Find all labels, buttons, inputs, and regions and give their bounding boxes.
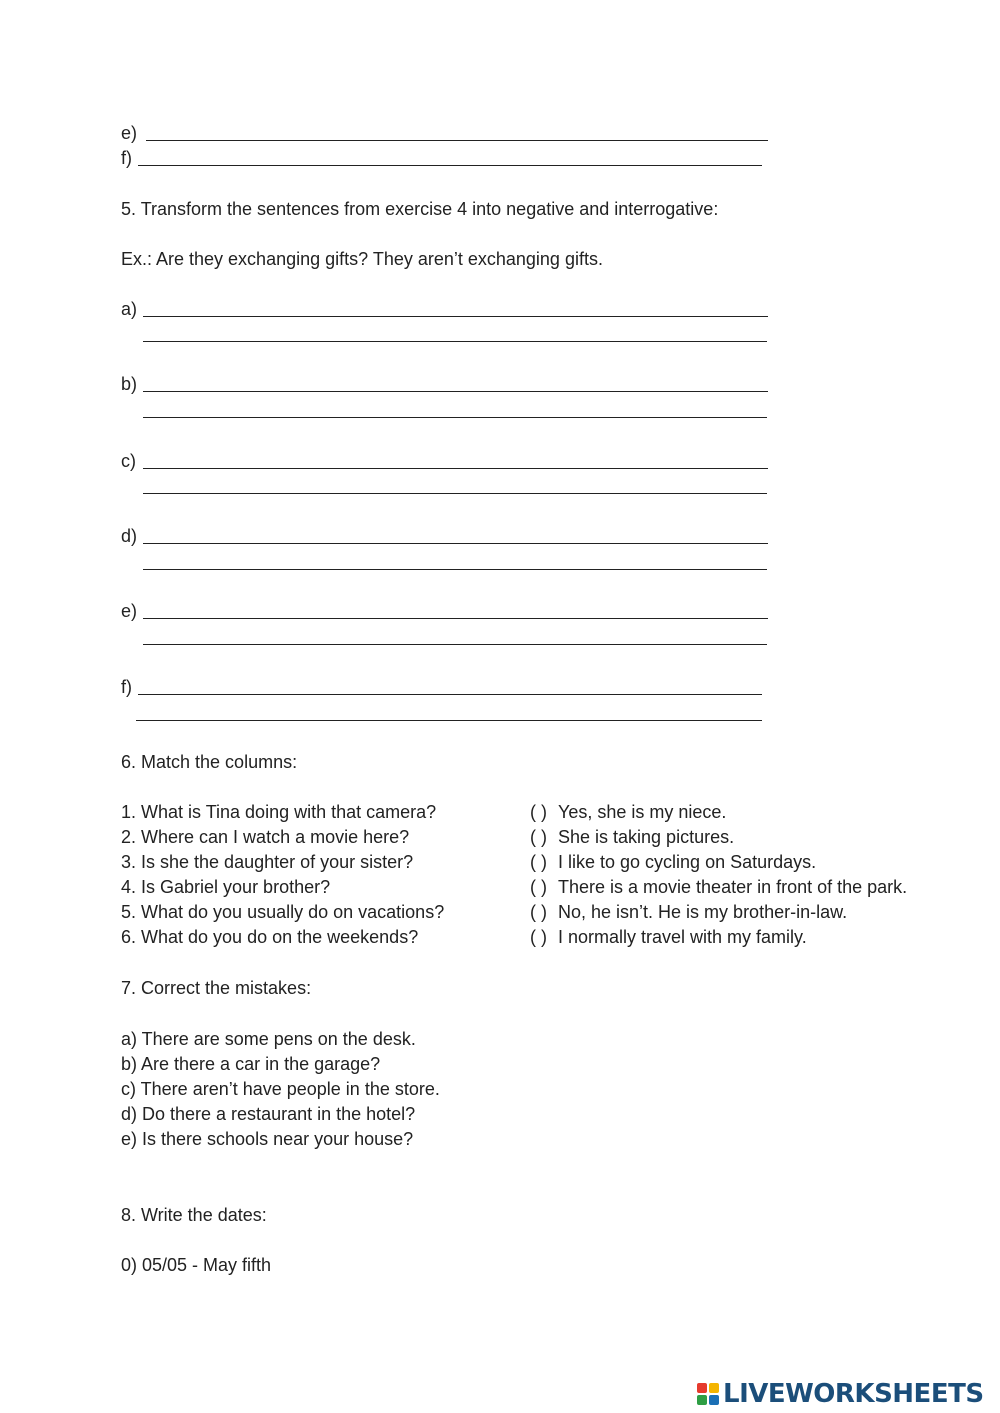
ex5-answer-line-b2[interactable]: [143, 417, 767, 418]
ex5-answer-line-f1[interactable]: [138, 694, 762, 695]
ex5-answer-line-e2[interactable]: [143, 644, 767, 645]
ex6-answer-row: [530, 901, 847, 923]
ex5-label-d: d): [121, 526, 138, 546]
ex6-answer-row: [530, 851, 816, 873]
ex5-label-c: c): [121, 451, 136, 471]
ex6-answer-row: [530, 826, 734, 848]
ex6-answer-text: No, he isn’t. He is my brother-in-law.: [558, 902, 848, 922]
ex7-item-e: e) Is there schools near your house?: [121, 1129, 414, 1149]
ex8-example: 0) 05/05 - May fifth: [121, 1255, 272, 1275]
logo-square-yellow: [709, 1383, 719, 1393]
ex5-answer-line-b1[interactable]: [143, 391, 768, 392]
ex5-answer-line-a1[interactable]: [143, 316, 768, 317]
ex6-title: 6. Match the columns:: [121, 752, 298, 772]
logo-square-red: [697, 1383, 707, 1393]
ex6-question-6: 6. What do you do on the weekends?: [121, 927, 419, 947]
liveworksheets-logo-icon: [697, 1383, 719, 1405]
ex5-title: 5. Transform the sentences from exercise 4 into negative and interrogative:: [121, 199, 719, 219]
ex6-answer-text: I normally travel with my family.: [558, 927, 807, 947]
ex6-answer-text: I like to go cycling on Saturdays.: [558, 852, 817, 872]
ex6-answer-box[interactable]: ( ): [530, 802, 547, 822]
ex6-answer-box[interactable]: ( ): [530, 902, 547, 922]
ex6-answer-box[interactable]: ( ): [530, 852, 547, 872]
ex6-answer-text: There is a movie theater in front of the park.: [558, 877, 908, 897]
ex5-answer-line-d1[interactable]: [143, 543, 768, 544]
ex5-answer-line-e1[interactable]: [143, 618, 768, 619]
ex6-answer-row: [530, 926, 807, 948]
ex4-label-f: f): [121, 148, 132, 168]
ex6-question-4: 4. Is Gabriel your brother?: [121, 877, 331, 897]
ex6-question-3: 3. Is she the daughter of your sister?: [121, 852, 414, 872]
ex5-label-f: f): [121, 677, 132, 697]
ex5-example: Ex.: Are they exchanging gifts? They aren’t exchanging gifts.: [121, 249, 603, 269]
ex6-answer-row: [530, 876, 907, 898]
ex5-label-b: b): [121, 374, 138, 394]
ex6-question-5: 5. What do you usually do on vacations?: [121, 902, 445, 922]
ex5-label-a: a): [121, 299, 138, 319]
ex6-question-2: 2. Where can I watch a movie here?: [121, 827, 410, 847]
ex5-label-e: e): [121, 601, 138, 621]
ex6-answer-box[interactable]: ( ): [530, 927, 547, 947]
ex6-answer-box[interactable]: ( ): [530, 827, 547, 847]
ex5-answer-line-d2[interactable]: [143, 569, 767, 570]
ex6-answer-text: Yes, she is my niece.: [558, 802, 727, 822]
logo-square-blue: [709, 1395, 719, 1405]
ex7-title: 7. Correct the mistakes:: [121, 978, 312, 998]
ex7-item-c: c) There aren’t have people in the store.: [121, 1079, 440, 1099]
liveworksheets-logo[interactable]: [697, 1380, 984, 1408]
ex6-answer-row: [530, 801, 726, 823]
ex7-item-b: b) Are there a car in the garage?: [121, 1054, 381, 1074]
logo-square-green: [697, 1395, 707, 1405]
ex5-answer-line-c1[interactable]: [143, 468, 768, 469]
ex4-answer-line-f[interactable]: [138, 165, 762, 166]
ex7-item-a: a) There are some pens on the desk.: [121, 1029, 416, 1049]
logo-text: LIVEWORKSHEETS: [723, 1379, 984, 1409]
ex6-answer-text: She is taking pictures.: [558, 827, 735, 847]
ex4-label-e: e): [121, 123, 138, 143]
ex5-answer-line-c2[interactable]: [143, 493, 767, 494]
ex5-answer-line-a2[interactable]: [143, 341, 767, 342]
ex5-answer-line-f2[interactable]: [136, 720, 762, 721]
ex6-answer-box[interactable]: ( ): [530, 877, 547, 897]
ex4-answer-line-e[interactable]: [146, 140, 768, 141]
ex8-title: 8. Write the dates:: [121, 1205, 267, 1225]
ex7-item-d: d) Do there a restaurant in the hotel?: [121, 1104, 416, 1124]
ex6-question-1: 1. What is Tina doing with that camera?: [121, 802, 437, 822]
